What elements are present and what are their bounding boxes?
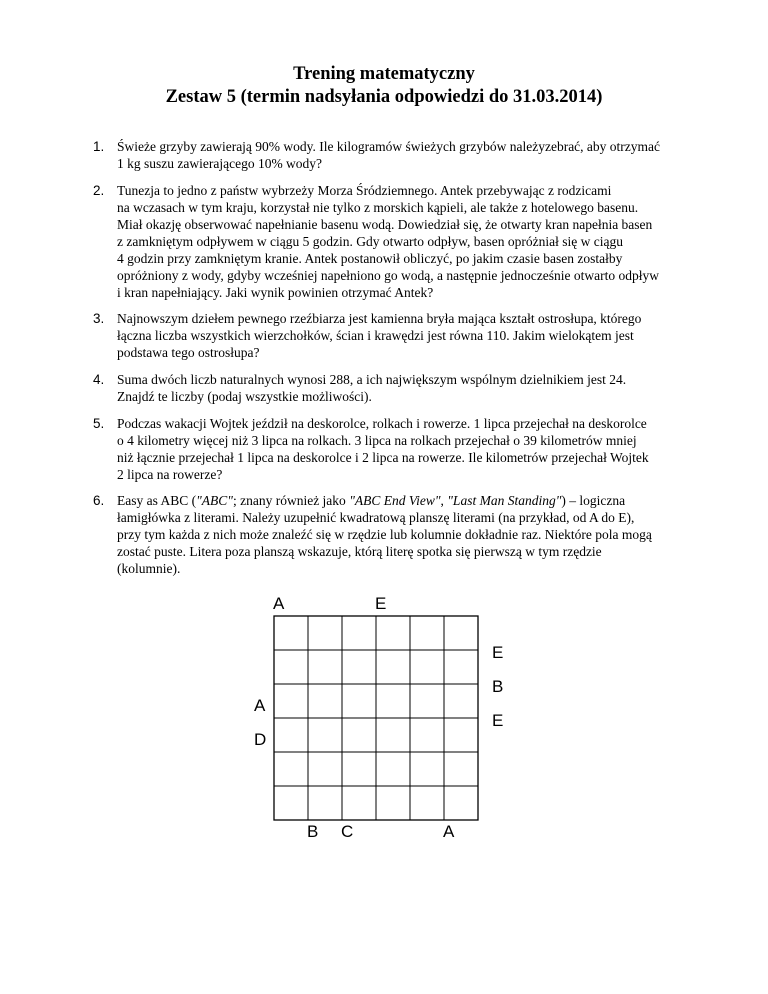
- puzzle-grid: [248, 592, 508, 832]
- intro-italic: "ABC End View": [349, 493, 441, 508]
- problem-line: łamigłówka z literami. Należy uzupełnić kwadratową planszę literami (na przykład, od A do E),: [117, 510, 635, 525]
- clue-bottom: B: [307, 822, 319, 841]
- problem-line: niż łącznie przejechał 1 lipca na deskorolce i 2 lipca na rowerze. Ile kilometrów przejechał Wojtek: [117, 450, 649, 465]
- intro-text: Easy as ABC (: [117, 493, 197, 508]
- clue-left: A: [254, 696, 266, 715]
- problem-number: 6.: [93, 493, 105, 508]
- intro-text: ; znany również jako: [232, 493, 350, 508]
- problem-line: zostać puste. Litera poza planszą wskazuje, którą literę spotka się pierwszą w tym rzędzie: [117, 544, 602, 559]
- problem-line: Najnowszym dziełem pewnego rzeźbiarza jest kamienna bryła mająca kształt ostrosłupa, którego: [117, 311, 642, 326]
- abc-puzzle: [248, 592, 508, 841]
- clue-left: D: [254, 730, 267, 749]
- problem-line: i kran napełniający. Jaki wynik powinien otrzymać Antek?: [117, 285, 434, 300]
- problem-line: [117, 492, 717, 509]
- clue-top: E: [375, 594, 387, 613]
- page-title: Trening matematyczny: [293, 64, 475, 84]
- problem-line: Suma dwóch liczb naturalnych wynosi 288, a ich największym wspólnym dzielnikiem jest 24.: [117, 372, 627, 387]
- problem-line: na wczasach w tym kraju, korzystał nie tylko z morskich kąpieli, ale także z hotelowego basenu.: [117, 200, 639, 215]
- problem-number: 5.: [93, 416, 105, 431]
- clue-bottom: A: [443, 822, 455, 841]
- problem-line: Znajdź te liczby (podaj wszystkie możliwości).: [117, 389, 372, 404]
- problem-text: [117, 492, 717, 577]
- page-subtitle: Zestaw 5 (termin nadsyłania odpowiedzi do 31.03.2014): [165, 87, 603, 107]
- problem-line: (kolumnie).: [117, 561, 181, 576]
- intro-italic: "Last Man Standing": [447, 493, 562, 508]
- problem-text: [117, 182, 717, 301]
- problem-text: [117, 310, 717, 361]
- problem-text: [117, 138, 717, 172]
- problem-line: 1 kg suszu zawierającego 10% wody?: [117, 156, 323, 171]
- problem-line: o 4 kilometry więcej niż 3 lipca na rolkach. 3 lipca na rolkach przejechał o 39 kilometrów mniej: [117, 433, 637, 448]
- intro-text: ) – logiczna: [561, 493, 626, 508]
- clue-right: E: [492, 711, 504, 730]
- problem-line: podstawa tego ostrosłupa?: [117, 345, 260, 360]
- problem-number: 4.: [93, 372, 105, 387]
- problem-line: Miał okazję obserwować napełnianie basenu wodą. Dowiedział się, że otwarty kran napełnia basen: [117, 217, 653, 232]
- problem-number: 2.: [93, 183, 105, 198]
- clue-top: A: [273, 594, 285, 613]
- clue-bottom: C: [341, 822, 354, 841]
- problem-line: łączna liczba wszystkich wierzchołków, ścian i krawędzi jest równa 110. Jakim wielokątem jest: [117, 328, 634, 343]
- problem-number: 3.: [93, 311, 105, 326]
- intro-italic: "ABC": [196, 493, 233, 508]
- problem-number: 1.: [93, 139, 105, 154]
- problem-text: [117, 415, 717, 483]
- problem-line: 4 godzin przy zamkniętym kranie. Antek postanowił obliczyć, po jakim czasie basen zostałby: [117, 251, 623, 266]
- intro-text: ,: [440, 493, 448, 508]
- problem-line: Podczas wakacji Wojtek jeździł na deskorolce, rolkach i rowerze. 1 lipca przejechał na deskorolce: [117, 416, 647, 431]
- problem-line: 2 lipca na rowerze?: [117, 467, 223, 482]
- problem-line: Świeże grzyby zawierają 90% wody. Ile kilogramów świeżych grzybów należyzebrać, aby otrzymać: [117, 139, 661, 154]
- clue-right: E: [492, 643, 504, 662]
- problem-line: przy tym każda z nich może znaleźć się w rzędzie lub kolumnie dokładnie raz. Niektóre pola mogą: [117, 527, 652, 542]
- problem-line: z zamkniętym odpływem w ciągu 5 godzin. Gdy otwarto odpływ, basen opróżniał się w ciągu: [117, 234, 623, 249]
- problem-line: opróżniony z wody, gdyby wcześniej napełniono go wodą, a następnie jednocześnie otwarto odpływ: [117, 268, 659, 283]
- problem-text: [117, 371, 717, 405]
- problem-line: Tunezja to jedno z państw wybrzeży Morza Śródziemnego. Antek przebywając z rodzicami: [117, 183, 612, 198]
- clue-right: B: [492, 677, 504, 696]
